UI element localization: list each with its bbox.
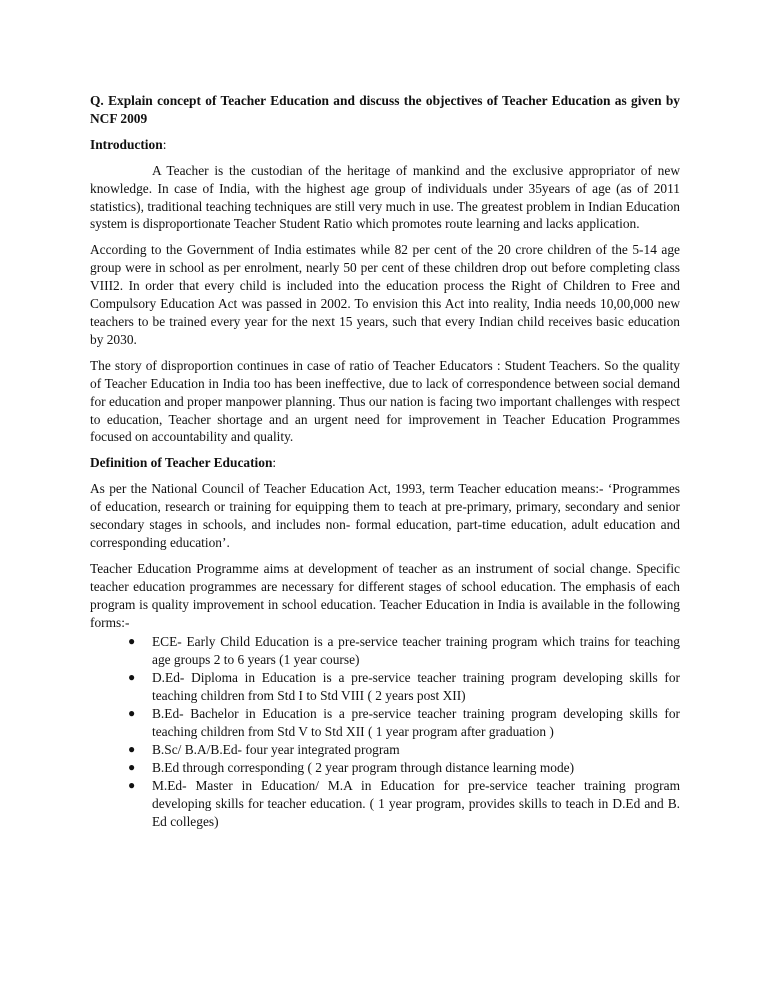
list-item-text: D.Ed- Diploma in Education is a pre-service teacher training program developing skills for teaching children from Std I to Std VIII ( 2 years post XII) (152, 670, 680, 704)
bullet-icon: ● (128, 670, 136, 685)
list-item-text: B.Ed- Bachelor in Education is a pre-service teacher training program developing skills for teaching children from Std V to Std XII ( 1 year program after graduation ) (152, 706, 680, 739)
definition-heading-text: Definition of Teacher Education (90, 455, 273, 471)
list-item (126, 777, 680, 831)
list-item-text: B.Sc/ B.A/B.Ed- four year integrated program (152, 741, 400, 757)
introduction-heading-text: Introduction (90, 136, 163, 152)
bullet-icon: ● (128, 634, 136, 649)
document-page (90, 92, 680, 830)
definition-paragraph-2: Teacher Education Programme aims at development of teacher as an instrument of social change. Specific teacher education programmes are necessary for different stages of school education. The emphasis of each program is quality improvement in school education. Teacher Education in India is available in the following forms:- (90, 560, 680, 630)
list-item-text: B.Ed through corresponding ( 2 year program through distance learning mode) (152, 759, 575, 775)
definition-heading (90, 454, 680, 472)
definition-heading-colon: : (272, 455, 277, 471)
list-item (126, 759, 680, 777)
bullet-icon: ● (128, 706, 136, 721)
list-item-text: M.Ed- Master in Education/ M.A in Education for pre-service teacher training program developing skills for teacher education. ( 1 year program, provides skills to teach in D.Ed and B. Ed colleges) (152, 777, 680, 829)
list-item (126, 741, 680, 759)
list-item (126, 705, 680, 741)
bullet-icon: ● (128, 777, 136, 792)
question-heading: Q. Explain concept of Teacher Education and discuss the objectives of Teacher Education as given by NCF 2009 (90, 93, 680, 126)
bullet-icon: ● (128, 759, 136, 774)
introduction-heading (90, 136, 680, 154)
intro-paragraph-2: According to the Government of India estimates while 82 per cent of the 20 crore children of the 5-14 age group were in school as per enrolment, nearly 50 per cent of these children drop out before completing class VIII2. In order that every child is included into the education process the Right of Children to Free and Compulsory Education Act was passed in 2002. To envision this Act into reality, India needs 10,00,000 new teachers to be trained every year for the next 15 years, such that every Indian child receives basic education by 2030. (90, 242, 680, 347)
bullet-icon: ● (128, 741, 136, 756)
list-item (126, 633, 680, 669)
intro-paragraph-1: A Teacher is the custodian of the heritage of mankind and the exclusive appropriator of new knowledge. In case of India, with the highest age group of individuals under 35years of age (as of 2011 statistics), traditional teaching techniques are still very much in use. The greatest problem in Indian Education system is disproportionate Teacher Student Ratio which promotes route learning and lacks application. (90, 162, 680, 232)
introduction-heading-colon: : (162, 136, 167, 152)
intro-paragraph-3: The story of disproportion continues in case of ratio of Teacher Educators : Student Teachers. So the quality of Teacher Education in India too has been ineffective, due to lack of correspondence between social demand for education and proper manpower planning. Thus our nation is facing two important challenges with respect to education, Teacher shortage and an urgent need for improvement in Teacher Education Programmes focused on accountability and quality. (90, 357, 680, 445)
teacher-education-forms-list (90, 633, 680, 830)
list-item (126, 669, 680, 705)
definition-paragraph-1: As per the National Council of Teacher Education Act, 1993, term Teacher education means:- ‘Programmes of education, research or training for equipping them to teach at pre-primary, primary, secondary and senior secondary stages in schools, and includes non- formal education, part-time education, adult education and corresponding education’. (90, 481, 680, 550)
list-item-text: ECE- Early Child Education is a pre-service teacher training program which trains for teaching age groups 2 to 6 years (1 year course) (152, 634, 680, 668)
